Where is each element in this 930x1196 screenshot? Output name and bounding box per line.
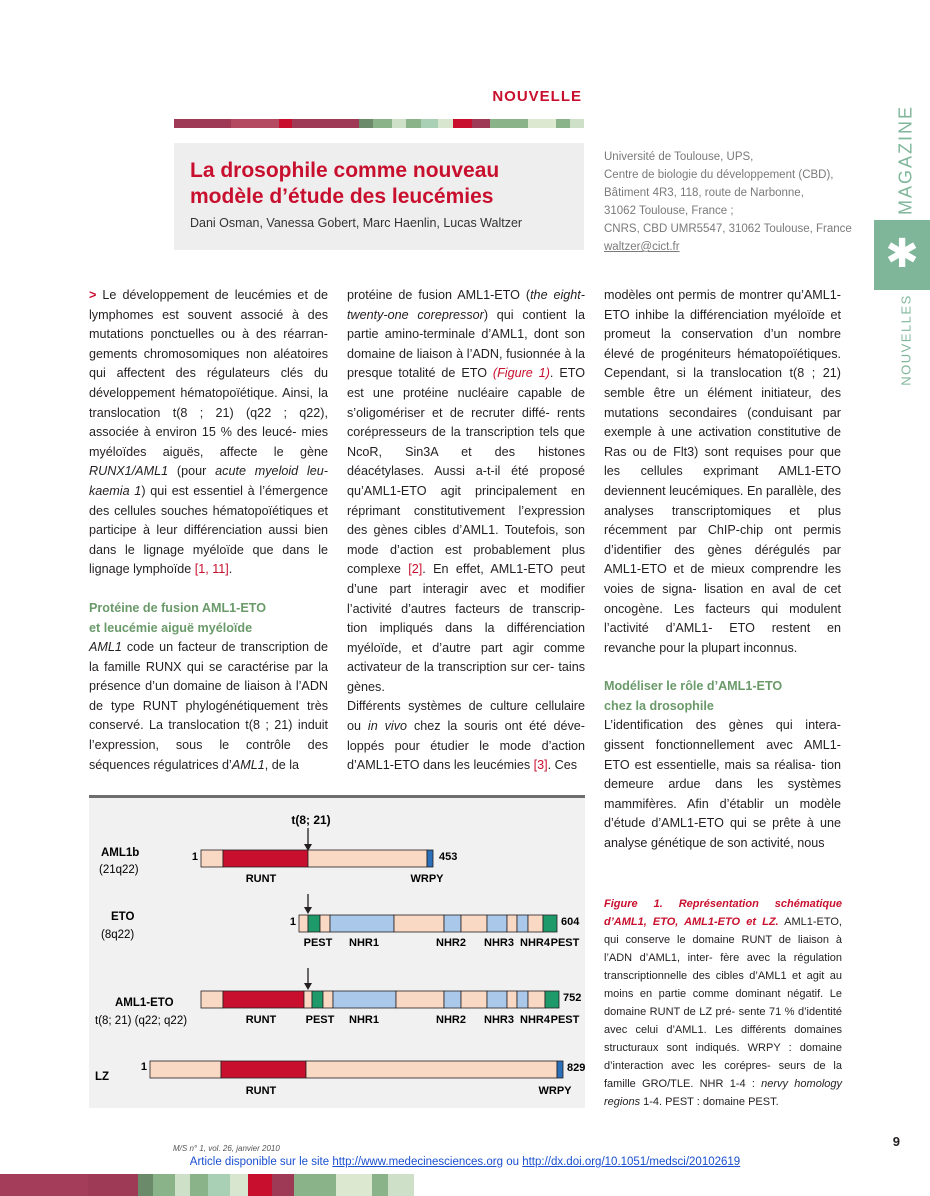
text-line: l’ADN de type RUNT phylogénétiquement xyxy=(89,679,329,713)
nhr1-domain xyxy=(333,991,396,1008)
affil-line: Centre de biologie du développement (CBD), xyxy=(604,169,834,181)
paragraph-marker: > xyxy=(89,288,97,302)
paragraph xyxy=(604,286,841,658)
text-line: la translocation t(8 ; 21) (q22 ; q22), xyxy=(89,385,329,420)
gene-name: AML1 xyxy=(89,640,122,655)
text-line: développement hématopoïétique. Ainsi, xyxy=(89,385,313,400)
text-italic: the eight- xyxy=(530,288,585,302)
asterisk-icon: ✱ xyxy=(885,232,919,276)
heading-line: chez la drosophile xyxy=(604,698,714,713)
text-line: Différents systèmes de culture cellulaire xyxy=(347,699,585,714)
text-line: Le développement de leucémies et de xyxy=(96,288,328,302)
runt-domain xyxy=(221,1061,306,1078)
caption-line: domaine RUNT de liaison à l’ADN d’AML1, inter- xyxy=(604,934,843,964)
text-line: la presque totalité de ETO xyxy=(347,346,586,381)
text-italic: in vivo xyxy=(367,719,408,734)
text-line: qui affectent des régulateurs clés du xyxy=(89,366,328,381)
text-line: ou xyxy=(347,719,368,734)
heading-line: Protéine de fusion AML1-ETO xyxy=(89,600,267,615)
paragraph xyxy=(347,286,585,697)
text-line: gissent fonctionnellement avec AML1- xyxy=(604,738,841,753)
caption-line: AML1-ETO, qui conserve le xyxy=(604,916,842,946)
end-residue: 829 xyxy=(567,1062,585,1074)
linker-region xyxy=(320,915,330,932)
text-line: . xyxy=(228,562,233,577)
wrpy-motif xyxy=(427,850,433,867)
text-italic: acute myeloid leu- xyxy=(215,464,328,479)
paragraph xyxy=(347,697,585,775)
authors: Dani Osman, Vanessa Gobert, Marc Haenlin, Lucas Waltzer xyxy=(190,216,523,230)
domain-label-pest-c: PEST xyxy=(550,1014,580,1026)
nhr1-domain xyxy=(330,915,394,932)
text-line: des gènes dérégulés par AML1-ETO et de xyxy=(604,542,842,577)
availability-notice xyxy=(0,1156,930,1168)
translocation-label: t(8; 21) xyxy=(291,813,331,827)
text-line: d’étude d’AML1-ETO qui se prête à une xyxy=(604,816,841,831)
protein-name: AML1-ETO xyxy=(115,997,174,1009)
domain-label-runt: RUNT xyxy=(245,873,277,885)
linker-region xyxy=(507,991,517,1008)
text-line: très conservé. La translocation t(8 ; 21) xyxy=(89,698,328,733)
heading-line: et leucémie aiguë myéloïde xyxy=(89,620,253,635)
end-residue: 604 xyxy=(561,916,580,928)
text-line: induit l’expression, sous le contrôle des xyxy=(89,718,329,753)
protein-name: LZ xyxy=(95,1071,110,1083)
text-line: réprimant constitutivement l’expression xyxy=(347,503,585,518)
column-1 xyxy=(89,286,328,775)
notice-text: ou xyxy=(503,1156,523,1168)
title-line-1: La drosophile comme nouveau xyxy=(190,159,500,182)
domain-label-runt: RUNT xyxy=(245,1085,277,1097)
color-strip-top xyxy=(174,119,584,128)
text-line: modèles ont permis de montrer qu’AML1- xyxy=(604,288,841,302)
caption-line: WRPY : domaine d’interaction avec les corépres- xyxy=(604,1042,842,1072)
caption-italic: homology regions xyxy=(604,1078,842,1108)
nouvelles-text: NOUVELLES xyxy=(898,294,914,386)
text-line: Cependant, si la translocation t(8 ; 21) xyxy=(604,366,841,381)
text-line: ETO restent en revanche pour la plupart xyxy=(604,621,842,655)
column-2 xyxy=(347,286,585,776)
protein-name: AML1b xyxy=(101,847,140,859)
caption-title: Figure 1. Représentation schématique d’AML1, ETO, AML1-ETO et LZ. xyxy=(604,898,842,928)
caption-line: sente 71 % d’identité avec celui d’AML1. Les xyxy=(604,1006,842,1036)
domain-label-nhr4: NHR4 xyxy=(520,937,550,949)
text-line: des gènes cibles d’AML1. Toutefois, son xyxy=(347,523,585,538)
paragraph xyxy=(604,716,841,853)
text-line: activateur de la transcription sur cer- xyxy=(347,660,555,675)
site-link[interactable]: http://www.medecinesciences.org xyxy=(332,1156,503,1168)
text-line: transcriptomiques et plus récemment xyxy=(604,503,841,538)
text-line: d’AML1-ETO dans les leucémies xyxy=(347,758,534,773)
figure-caption xyxy=(604,895,842,1111)
caption-italic: nervy xyxy=(761,1078,789,1090)
linker-region xyxy=(507,915,517,932)
text-line: associée à environ 15 % des leucé- xyxy=(89,425,297,440)
text-line: loppés pour étudier le mode d’action xyxy=(347,738,585,753)
text-line: par ChIP-chip ont permis d’identifier xyxy=(604,523,842,557)
linker-region xyxy=(528,991,545,1008)
domain-label-pest: PEST xyxy=(305,1014,335,1026)
text-line: . Ces xyxy=(547,758,578,773)
runt-domain xyxy=(223,991,304,1008)
text-line: cellules exprimant AML1-ETO deviennent xyxy=(604,464,841,498)
text-line: gements chromosomiques non aléatoires xyxy=(89,346,328,361)
text-line: (pour xyxy=(168,464,216,479)
text-line: mutations ponctuelles ou à des réarran- xyxy=(89,327,328,342)
text-line: ) qui est essentiel à l’émergence xyxy=(141,483,329,498)
asterisk-badge xyxy=(874,220,930,290)
domain-label-nhr4: NHR4 xyxy=(520,1014,550,1026)
nhr2-domain xyxy=(444,991,461,1008)
text-line: ETO est une protéine nucléaire capable xyxy=(347,366,586,400)
linker-region xyxy=(394,915,444,932)
text-line: ETO inhibe la différenciation myéloïde et xyxy=(604,307,841,322)
paragraph xyxy=(89,638,328,775)
domain-label-nhr3: NHR3 xyxy=(484,937,514,949)
title-line-2: modèle d’étude des leucémies xyxy=(190,185,494,208)
magazine-text: MAGAZINE xyxy=(895,104,916,216)
reference-link[interactable]: [3] xyxy=(533,758,548,773)
text-italic: kaemia 1 xyxy=(89,483,142,498)
text-line: tion demeure ardue dans les systèmes xyxy=(604,757,841,792)
text-line: semble être un élément initiateur, des xyxy=(604,385,841,400)
text-line: rents corépresseurs de la transcription xyxy=(347,405,585,440)
color-strip-bottom xyxy=(0,1174,414,1196)
text-line: partie amino-terminale d’AML1, dont son xyxy=(347,327,585,342)
linker-region xyxy=(461,915,487,932)
domain-label-nhr1: NHR1 xyxy=(349,937,379,949)
text-line: de la famille RUNX qui se caractérise par xyxy=(89,640,329,674)
c-terminal-region xyxy=(306,1061,557,1078)
text-line: déacétylases. Aussi a-t-il été proposé xyxy=(347,464,585,479)
text-line: complexe xyxy=(347,562,409,577)
domain-label-nhr1: NHR1 xyxy=(349,1014,379,1026)
text-line: , de la xyxy=(264,757,300,772)
reference-link[interactable]: [2] xyxy=(408,562,423,577)
caption-line: cibles d’AML1 et agit au moins en partie comme xyxy=(604,970,842,1000)
journal-reference: M/S n° 1, vol. 26, janvier 2010 xyxy=(173,1144,280,1153)
text-line: promeut la conservation d’un nombre xyxy=(604,327,841,342)
text-line: mammifères. Afin d’établir un modèle xyxy=(604,796,841,811)
nouvelles-label xyxy=(894,294,918,386)
text-line: ETO est essentielle, mais sa réalisa- xyxy=(604,757,816,772)
paragraph xyxy=(89,286,328,580)
text-line: lisation en aval de cet oncogène. Les xyxy=(604,581,841,616)
end-residue: 453 xyxy=(439,851,458,863)
text-line: code un facteur de transcription xyxy=(121,640,310,655)
end-residue: 752 xyxy=(563,992,582,1004)
text-line: chez la souris ont été déve- xyxy=(407,719,585,734)
text-line: tion impliqués dans la différenciation xyxy=(347,621,585,636)
linker-region xyxy=(396,991,444,1008)
text-line: la présence d’un domaine de liaison à xyxy=(89,659,328,694)
start-residue: 1 xyxy=(140,1061,147,1073)
text-line: myéloïde, et d’autre part agir comme xyxy=(347,640,585,655)
caption-line: dominant négatif. Le domaine RUNT de LZ pré- xyxy=(604,988,842,1018)
text-line: leucémiques. En parallèle, des analyses xyxy=(604,483,841,518)
notice-text: Article disponible sur le site xyxy=(189,1156,333,1168)
text-line: des cellules souches hématopoïétiques xyxy=(89,503,313,518)
text-line: de s’oligomériser et de recruter diffé- xyxy=(347,385,585,420)
start-residue: 1 xyxy=(289,916,296,928)
protein-locus: (21q22) xyxy=(99,864,139,876)
text-line: mutations secondaires (conduisant par xyxy=(604,405,841,420)
text-line: ) qui contient la xyxy=(483,307,585,322)
protein-locus: (8q22) xyxy=(101,929,135,941)
linker-region xyxy=(304,991,312,1008)
section-heading xyxy=(89,599,328,638)
email-link[interactable]: waltzer@cict.fr xyxy=(604,241,680,253)
doi-link[interactable]: http://dx.doi.org/10.1051/medsci/20102619 xyxy=(522,1156,741,1168)
pest-domain xyxy=(308,915,320,932)
text-line: facteurs qui modulent l’activité d’AML1- xyxy=(604,601,841,636)
gene-name: AML1 xyxy=(231,757,265,772)
domain-label-nhr3: NHR3 xyxy=(484,1014,514,1026)
text-line: et participe à leur différenciation aussi xyxy=(89,503,328,538)
figure-link[interactable]: (Figure 1) xyxy=(492,366,550,381)
n-terminal-region xyxy=(150,1061,221,1078)
affiliation xyxy=(604,148,864,256)
start-residue: 1 xyxy=(191,851,198,863)
gene-name: RUNX1/AML1 xyxy=(89,464,169,479)
text-line: lymphomes est souvent associé à des xyxy=(89,307,328,322)
domain-label-wrpy: WRPY xyxy=(538,1085,572,1097)
affil-line: CNRS, CBD UMR5547, 31062 Toulouse, France xyxy=(604,223,852,235)
text-line: exemple à une activation constitutive de xyxy=(604,425,841,440)
wrpy-motif xyxy=(557,1061,563,1078)
linker-region xyxy=(323,991,333,1008)
n-terminal-region xyxy=(201,991,223,1008)
heading-line: Modéliser le rôle d’AML1-ETO xyxy=(604,679,783,694)
text-line: analyse génétique de son activité, nous xyxy=(604,836,825,851)
caption-line: 1-4. PEST : domaine PEST. xyxy=(640,1096,779,1108)
nhr4-domain xyxy=(545,991,559,1008)
page-number: 9 xyxy=(892,1134,900,1149)
affil-line: Université de Toulouse, UPS, xyxy=(604,151,754,163)
domain-label-pest: PEST xyxy=(303,937,333,949)
text-line: mode d’action est probablement plus xyxy=(347,542,585,557)
protein-locus: t(8; 21) (q22; q22) xyxy=(95,1015,188,1027)
arrow-head-icon xyxy=(304,983,312,990)
reference-link[interactable]: [1, 11] xyxy=(194,562,229,577)
caption-line: différents domaines structuraux sont indiqués. xyxy=(604,1024,842,1054)
text-line: l’activité d’autres facteurs de transcrip- xyxy=(347,601,585,616)
n-terminal-region xyxy=(299,915,308,932)
runt-domain xyxy=(223,850,308,867)
text-line: Ras ou de Flt3) sont requises pour que les xyxy=(604,444,841,479)
domain-label-nhr2: NHR2 xyxy=(436,1014,466,1026)
figure-1 xyxy=(89,795,585,1108)
nhr3-domain xyxy=(487,991,507,1008)
affil-line: Bâtiment 4R3, 118, route de Narbonne, xyxy=(604,187,804,199)
text-line: d’une part interagir avec et modifier xyxy=(347,581,585,596)
caption-line: seurs de la famille GRO/TLE. NHR 1-4 : xyxy=(604,1060,842,1090)
text-line: bien dans le lignage myéloïde que dans xyxy=(89,523,329,557)
text-line: . xyxy=(549,366,554,381)
text-line: inconnus. xyxy=(743,640,798,655)
nhr3-domain xyxy=(487,915,507,932)
text-line: mieux comprendre les voies de signa- xyxy=(604,562,842,596)
section-heading xyxy=(604,677,841,716)
nhr3b-domain xyxy=(517,991,528,1008)
caption-line: fère avec la régulation transcriptionnelle des xyxy=(604,952,843,982)
magazine-label xyxy=(894,104,918,216)
article-title xyxy=(190,158,580,210)
text-line: . En effet, AML1-ETO peut xyxy=(422,562,585,577)
domain-diagram xyxy=(89,798,585,1108)
text-line: L’identification des gènes qui intera- xyxy=(604,718,841,733)
section-label: NOUVELLE xyxy=(492,88,582,105)
c-terminal-region xyxy=(308,850,427,867)
nhr2-domain xyxy=(444,915,461,932)
domain-label-runt: RUNT xyxy=(245,1014,277,1026)
nhr3b-domain xyxy=(517,915,528,932)
text-line: élevé de progéniteurs hématopoïétiques. xyxy=(604,346,841,361)
text-line: qu’AML1-ETO agit principalement en xyxy=(347,483,585,498)
domain-label-pest-c: PEST xyxy=(550,937,580,949)
arrow-head-icon xyxy=(304,907,312,914)
text-line: le lignage lymphoïde xyxy=(89,542,328,577)
linker-region xyxy=(528,915,543,932)
domain-label-wrpy: WRPY xyxy=(410,873,444,885)
domain-label-nhr2: NHR2 xyxy=(436,937,466,949)
text-line: domaine de liaison à l’ADN, fusionnée à xyxy=(347,346,572,361)
text-line: tels que NcoR, Sin3A et des histones xyxy=(347,425,586,459)
protein-name: ETO xyxy=(111,911,135,923)
text-line: tains gènes. xyxy=(347,660,585,694)
text-italic: twenty-one corepressor xyxy=(347,307,484,322)
text-line: mies myéloïdes aiguës, affecte le gène xyxy=(89,425,329,459)
nhr4-domain xyxy=(543,915,557,932)
linker-region xyxy=(461,991,487,1008)
n-terminal-region xyxy=(201,850,223,867)
pest-domain xyxy=(312,991,323,1008)
column-3 xyxy=(604,286,841,854)
text-line: séquences régulatrices d’ xyxy=(89,757,232,772)
affil-line: 31062 Toulouse, France ; xyxy=(604,205,734,217)
text-line: protéine de fusion AML1-ETO ( xyxy=(347,288,531,302)
